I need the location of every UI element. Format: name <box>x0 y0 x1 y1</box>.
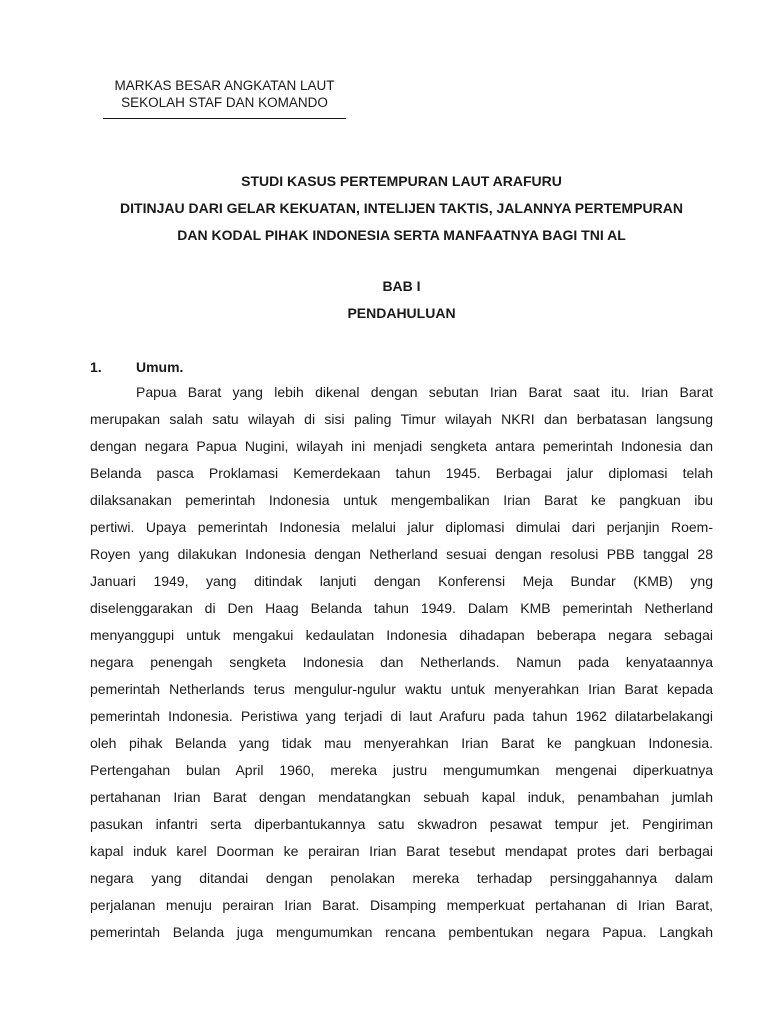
chapter-name: PENDAHULUAN <box>347 305 456 321</box>
paragraph-line: dilaksanakan pemerintah Indonesia untuk mengembalikan Irian Barat ke pangkuan ibu <box>90 492 713 508</box>
paragraph-line: pertiwi. Upaya pemerintah Indonesia melalui jalur diplomasi dimulai dari perjanjin Roem- <box>90 519 713 535</box>
paragraph-line: kapal induk karel Doorman ke perairan Irian Barat tesebut mendapat protes dari berbagai <box>90 843 713 859</box>
paragraph-line: Belanda pasca Proklamasi Kemerdekaan tahun 1945. Berbagai jalur diplomasi telah <box>90 465 713 481</box>
paragraph-line: oleh pihak Belanda yang tidak mau menyerahkan Irian Barat ke pangkuan Indonesia. <box>90 735 713 751</box>
paragraph-line: merupakan salah satu wilayah di sisi paling Timur wilayah NKRI dan berbatasan langsung <box>90 411 713 427</box>
paragraph-line: pasukan infantri serta diperbantukannya satu skwadron pesawat tempur jet. Pengiriman <box>90 816 713 832</box>
title-line-1: STUDI KASUS PERTEMPURAN LAUT ARAFURU <box>241 173 562 189</box>
paragraph-line: negara penengah sengketa Indonesia dan Netherlands. Namun pada kenyataannya <box>90 654 713 670</box>
section-heading <box>90 356 713 378</box>
paragraph-line: pemerintah Netherlands terus mengulur-ngulur waktu untuk menyerahkan Irian Barat kepada <box>90 681 713 697</box>
paragraph-line: Januari 1949, yang ditindak lanjuti dengan Konferensi Meja Bundar (KMB) yng <box>90 573 713 589</box>
title-line-2: DITINJAU DARI GELAR KEKUATAN, INTELIJEN TAKTIS, JALANNYA PERTEMPURAN <box>120 200 683 216</box>
letterhead <box>103 77 346 111</box>
letterhead-underline <box>103 118 346 119</box>
paragraph-line: pemerintah Indonesia. Peristiwa yang terjadi di laut Arafuru pada tahun 1962 dilatarbelakangi <box>90 708 713 724</box>
paragraph-line: perjalanan menuju perairan Irian Barat. Disamping memperkuat pertahanan di Irian Barat, <box>90 897 713 913</box>
paragraph-line: menyanggupi untuk mengakui kedaulatan Indonesia dihadapan beberapa negara sebagai <box>90 627 713 643</box>
title-line-3: DAN KODAL PIHAK INDONESIA SERTA MANFAATNYA BAGI TNI AL <box>177 227 626 243</box>
section-body <box>90 379 713 946</box>
paragraph-line: pemerintah Belanda juga mengumumkan rencana pembentukan negara Papua. Langkah <box>90 924 713 940</box>
letterhead-line-1: MARKAS BESAR ANGKATAN LAUT <box>114 78 335 93</box>
paragraph-line: Papua Barat yang lebih dikenal dengan sebutan Irian Barat saat itu. Irian Barat <box>136 384 713 400</box>
document-title <box>90 168 713 249</box>
chapter-number: BAB I <box>382 278 421 294</box>
paragraph-line: diselenggarakan di Den Haag Belanda tahun 1949. Dalam KMB pemerintah Netherland <box>90 600 713 616</box>
letterhead-line-2: SEKOLAH STAF DAN KOMANDO <box>121 95 328 110</box>
paragraph-line: Royen yang dilakukan Indonesia dengan Netherland sesuai dengan resolusi PBB tanggal 28 <box>90 546 713 562</box>
paragraph-line: dengan negara Papua Nugini, wilayah ini menjadi sengketa antara pemerintah Indonesia dan <box>90 438 713 454</box>
section-title: Umum. <box>136 359 184 375</box>
paragraph-line: Pertengahan bulan April 1960, mereka justru mengumumkan mengenai diperkuatnya <box>90 762 713 778</box>
paragraph-line: negara yang ditandai dengan penolakan mereka terhadap persinggahannya dalam <box>90 870 713 886</box>
chapter-heading <box>90 273 713 327</box>
section-number: 1. <box>90 359 102 375</box>
paragraph-line: pertahanan Irian Barat dengan mendatangkan sebuah kapal induk, penambahan jumlah <box>90 789 713 805</box>
